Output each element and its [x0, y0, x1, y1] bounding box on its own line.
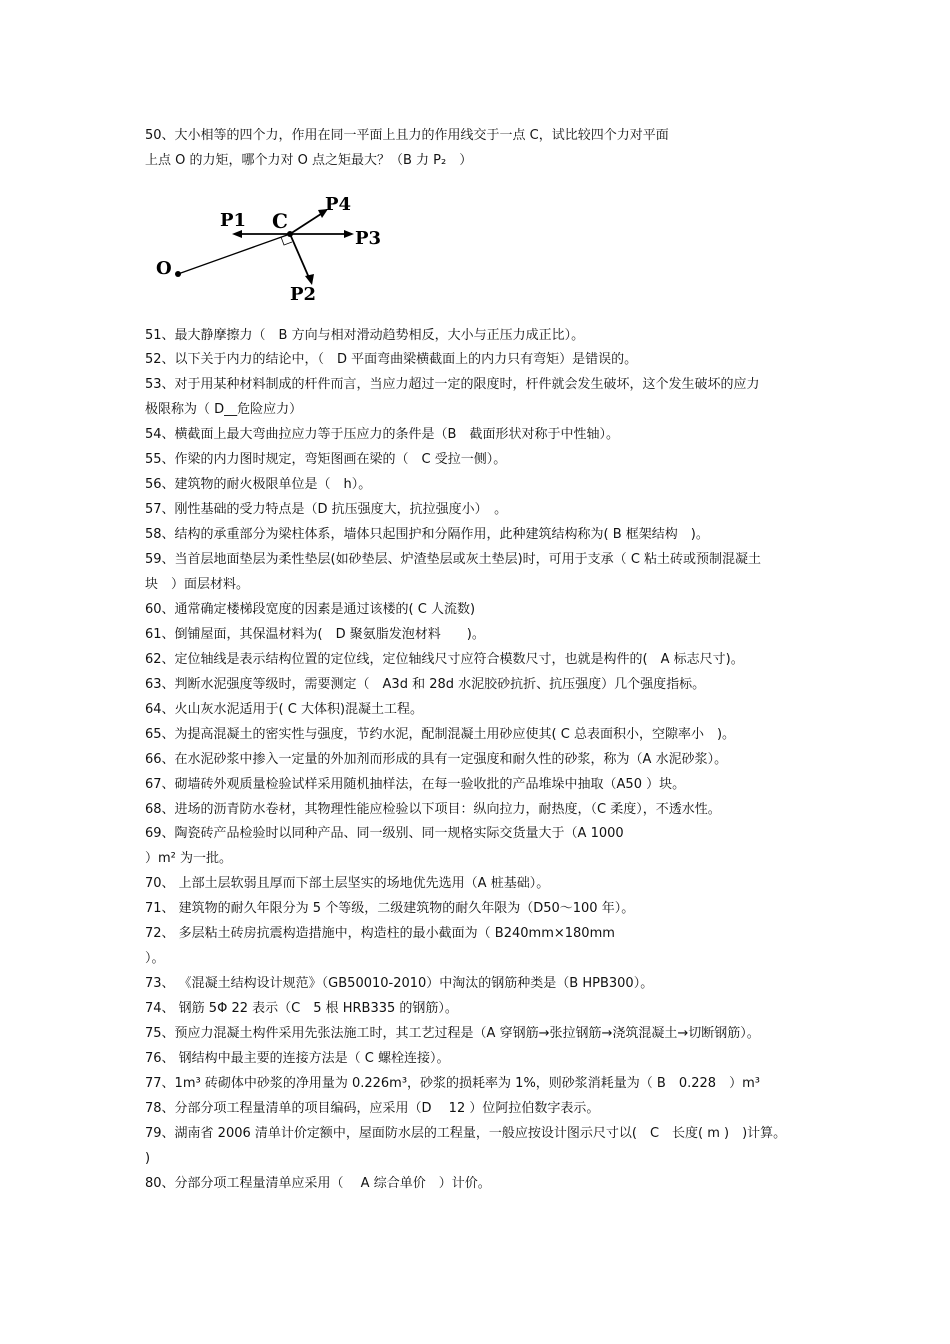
right-angle-mark [281, 237, 292, 245]
label-p2: P2 [290, 284, 317, 305]
question-69-line-1: 69、陶瓷砖产品检验时以同种产品、同一级别、同一规格实际交货量大于（A 1000 [145, 826, 624, 841]
question-61: 61、倒铺屋面，其保温材料为( D 聚氨脂发泡材料 )。 [145, 627, 485, 642]
question-64: 64、火山灰水泥适用于( C 大体积)混凝土工程。 [145, 702, 424, 717]
question-60: 60、通常确定楼梯段宽度的因素是通过该楼的( C 人流数) [145, 602, 476, 617]
p2-arrow-line [290, 234, 310, 280]
question-55: 55、作梁的内力图时规定，弯矩图画在梁的（ C 受拉一侧）。 [145, 452, 507, 467]
force-diagram [150, 188, 400, 313]
question-75: 75、预应力混凝土构件采用先张法施工时，其工艺过程是（A 穿钢筋→张拉钢筋→浇筑混凝土→切断钢筋）。 [145, 1026, 760, 1041]
question-54: 54、横截面上最大弯曲拉应力等于压应力的条件是（B 截面形状对称于中性轴）。 [145, 427, 619, 442]
question-63: 63、判断水泥强度等级时，需要测定（ A3d 和 28d 水泥胶砂抗折、抗压强度）几个强度指标。 [145, 677, 706, 692]
question-53-line-1: 53、对于用某种材料制成的杆件而言，当应力超过一定的限度时，杆件就会发生破坏，这个发生破坏的应力 [145, 377, 760, 392]
question-79-line-1: 79、湖南省 2006 清单计价定额中，屋面防水层的工程量，一般应按设计图示尺寸以( C 长度( m ) )计算。 [145, 1126, 787, 1141]
question-50-line-2: 上点 O 的力矩，哪个力对 O 点之矩最大？（B 力 P₂ ） [145, 153, 473, 168]
question-80: 80、分部分项工程量清单应采用（ A 综合单价 ）计价。 [145, 1176, 491, 1191]
p3-arrowhead [344, 230, 354, 238]
question-72-line-2: ）。 [145, 951, 165, 966]
question-62: 62、定位轴线是表示结构位置的定位线，定位轴线尺寸应符合模数尺寸，也就是构件的( A 标志尺寸)。 [145, 652, 744, 667]
label-c: C [272, 209, 288, 233]
point-o [175, 271, 181, 277]
question-69-line-2: ）m² 为一批。 [145, 851, 233, 866]
question-67: 67、砌墙砖外观质量检验试样采用随机抽样法，在每一验收批的产品堆垛中抽取（A50 ）块。 [145, 777, 686, 792]
question-59-line-1: 59、当首层地面垫层为柔性垫层(如砂垫层、炉渣垫层或灰土垫层)时，可用于支承（ C 粘土砖或预制混凝土 [145, 552, 762, 567]
question-53-line-2: 极限称为（ D__危险应力） [145, 402, 303, 417]
label-p4: P4 [325, 194, 352, 215]
question-57: 57、刚性基础的受力特点是（D 抗压强度大，抗拉强度小） 。 [145, 502, 508, 517]
question-59-line-2: 块 ）面层材料。 [145, 577, 250, 592]
question-66: 66、在水泥砂浆中掺入一定量的外加剂而形成的具有一定强度和耐久性的砂浆，称为（A 水泥砂浆）。 [145, 752, 728, 767]
p1-arrowhead [232, 230, 242, 238]
question-65: 65、为提高混凝土的密实性与强度，节约水泥，配制混凝土用砂应使其( C 总表面积小，空隙率小 )。 [145, 727, 736, 742]
question-76: 76、 钢结构中最主要的连接方法是（ C 螺栓连接）。 [145, 1051, 450, 1066]
question-50-line-1: 50、大小相等的四个力，作用在同一平面上且力的作用线交于一点 C，试比较四个力对平面 [145, 128, 669, 143]
question-71: 71、 建筑物的耐久年限分为 5 个等级，二级建筑物的耐久年限为（D50～100 年）。 [145, 901, 635, 916]
question-68: 68、进场的沥青防水卷材，其物理性能应检验以下项目：纵向拉力，耐热度，（C 柔度），不透水性。 [145, 802, 721, 817]
question-51: 51、最大静摩擦力（ B 方向与相对滑动趋势相反，大小与正压力成正比）。 [145, 328, 585, 343]
question-78: 78、分部分项工程量清单的项目编码，应采用（D 12 ）位阿拉伯数字表示。 [145, 1101, 600, 1116]
p4-arrow-line [290, 212, 324, 234]
label-o: O [156, 258, 172, 279]
question-72-line-1: 72、 多层粘土砖房抗震构造措施中，构造柱的最小截面为（ B240mm×180mm [145, 926, 615, 941]
label-p1: P1 [220, 210, 247, 231]
question-58: 58、结构的承重部分为梁柱体系，墙体只起围护和分隔作用，此种建筑结构称为( B 框架结构 )。 [145, 527, 709, 542]
question-70: 70、 上部土层软弱且厚而下部土层坚实的场地优先选用（A 桩基础）。 [145, 876, 550, 891]
question-77: 77、1m³ 砖砌体中砂浆的净用量为 0.226m³，砂浆的损耗率为 1%，则砂浆消耗量为（ B 0.228 ）m³ [145, 1076, 760, 1091]
o-to-c-line [178, 234, 290, 274]
question-56: 56、建筑物的耐火极限单位是（ h）。 [145, 477, 372, 492]
question-74: 74、 钢筋 5Φ 22 表示（C 5 根 HRB335 的钢筋）。 [145, 1001, 458, 1016]
question-79-line-2: ) [145, 1151, 151, 1166]
question-73: 73、 《混凝土结构设计规范》（GB50010-2010）中淘汰的钢筋种类是（B HPB300）。 [145, 976, 654, 991]
label-p3: P3 [355, 228, 382, 249]
question-52: 52、以下关于内力的结论中，（ D 平面弯曲梁横截面上的内力只有弯矩）是错误的。 [145, 352, 638, 367]
